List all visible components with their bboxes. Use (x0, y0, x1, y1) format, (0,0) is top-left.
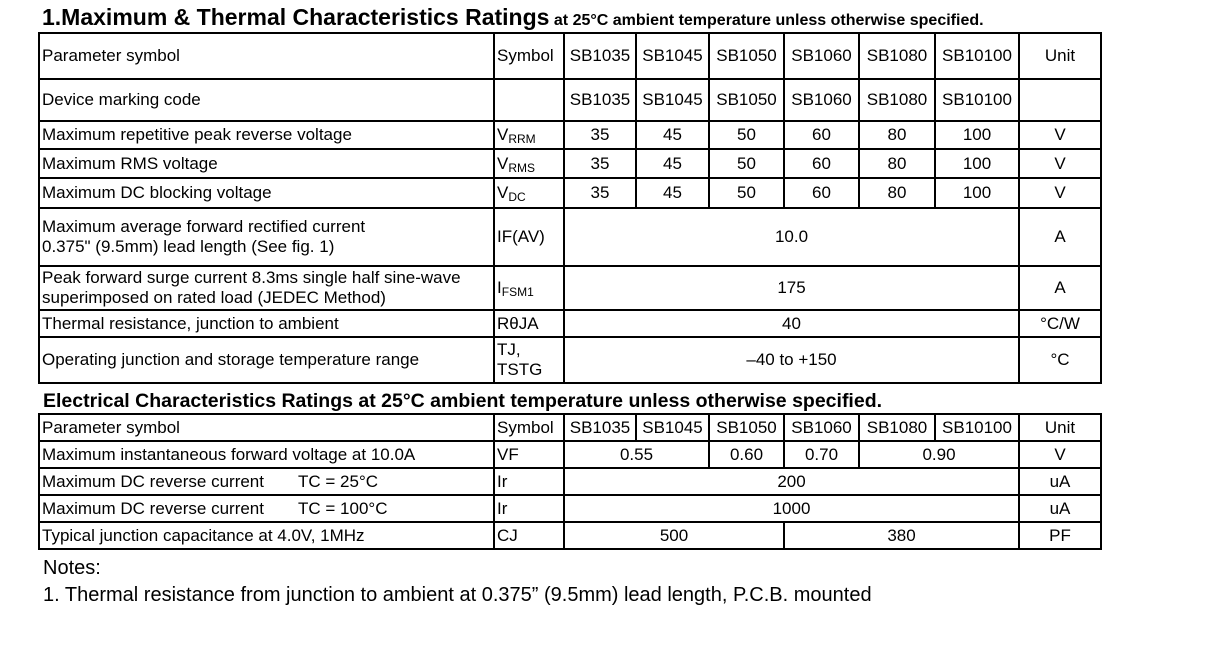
header-cell: SB1045 (636, 33, 709, 79)
value-cell: 45 (636, 178, 709, 208)
param-label: Operating junction and storage temperature range (39, 337, 494, 383)
table-row (39, 522, 1101, 549)
symbol-cell: CJ (494, 522, 564, 549)
marking-code: SB1080 (859, 79, 935, 121)
value-cell: 0.55 (564, 441, 709, 468)
value-cell: 45 (636, 121, 709, 149)
unit-cell: PF (1019, 522, 1101, 549)
table-row (39, 495, 1101, 522)
title-main: 1.Maximum & Thermal Characteristics Ratings (42, 4, 550, 30)
table-row (39, 121, 1101, 149)
value-cell: 0.90 (859, 441, 1019, 468)
marking-code: SB1045 (636, 79, 709, 121)
header-cell: SB10100 (935, 33, 1019, 79)
header-cell: Parameter symbol (39, 414, 494, 441)
param-label: Maximum DC blocking voltage (39, 178, 494, 208)
unit-cell: uA (1019, 495, 1101, 522)
table-row (39, 266, 1101, 310)
param-label: Thermal resistance, junction to ambient (39, 310, 494, 337)
table-row (39, 208, 1101, 266)
symbol-cell: Ir (494, 495, 564, 522)
unit-cell: uA (1019, 468, 1101, 495)
marking-code: SB1035 (564, 79, 636, 121)
value-cell: 50 (709, 178, 784, 208)
unit-cell: A (1019, 266, 1101, 310)
table-row (39, 149, 1101, 178)
value-cell: 100 (935, 149, 1019, 178)
table-row (39, 79, 1101, 121)
symbol-cell: $V_{RMS}$ (494, 149, 564, 178)
header-cell: SB1035 (564, 414, 636, 441)
header-cell: SB1060 (784, 414, 859, 441)
marking-code: SB10100 (935, 79, 1019, 121)
value-cell: 10.0 (564, 208, 1019, 266)
value-cell: 40 (564, 310, 1019, 337)
param-label: Maximum average forward rectified current 0.375" (9.5mm) lead length (See fig. 1) (39, 208, 494, 266)
unit-cell: °C (1019, 337, 1101, 383)
unit-cell: V (1019, 149, 1101, 178)
header-cell: Unit (1019, 414, 1101, 441)
symbol-cell: $V_{DC}$ (494, 178, 564, 208)
table-row (39, 310, 1101, 337)
symbol-cell: RθJA (494, 310, 564, 337)
param-label: Typical junction capacitance at 4.0V, 1MHz (39, 522, 494, 549)
param-label: Maximum DC reverse current TC = 25°C (39, 468, 494, 495)
symbol-cell: IF(AV) (494, 208, 564, 266)
header-cell: Symbol (494, 33, 564, 79)
value-cell: 35 (564, 178, 636, 208)
header-cell: SB1050 (709, 33, 784, 79)
unit-cell: V (1019, 178, 1101, 208)
header-cell: SB1060 (784, 33, 859, 79)
unit-cell: V (1019, 121, 1101, 149)
table-header-row (39, 33, 1101, 79)
param-label: Maximum repetitive peak reverse voltage (39, 121, 494, 149)
header-cell: SB1080 (859, 414, 935, 441)
value-cell: 80 (859, 121, 935, 149)
param-label: Maximum instantaneous forward voltage at 10.0A (39, 441, 494, 468)
unit-cell: V (1019, 441, 1101, 468)
note-item: 1. Thermal resistance from junction to ambient at 0.375” (9.5mm) lead length, P.C.B. mounted (43, 584, 872, 606)
section-title-max-thermal (42, 4, 984, 31)
symbol-cell: $I_{FSM1}$ (494, 266, 564, 310)
max-thermal-ratings-table (38, 32, 1102, 384)
value-cell: –40 to +150 (564, 337, 1019, 383)
header-cell: Unit (1019, 33, 1101, 79)
notes-heading: Notes: (43, 557, 101, 579)
symbol-cell: $V_{RRM}$ (494, 121, 564, 149)
header-cell: SB10100 (935, 414, 1019, 441)
section-title-electrical: Electrical Characteristics Ratings at 25°C ambient temperature unless otherwise specified. (43, 390, 883, 412)
table-row (39, 337, 1101, 383)
value-cell: 200 (564, 468, 1019, 495)
value-cell: 35 (564, 121, 636, 149)
value-cell: 35 (564, 149, 636, 178)
table-row (39, 178, 1101, 208)
symbol-cell: VF (494, 441, 564, 468)
symbol-cell: TJ, TSTG (494, 337, 564, 383)
symbol-cell (494, 79, 564, 121)
electrical-ratings-table (38, 413, 1102, 550)
table-header-row (39, 414, 1101, 441)
value-cell: 380 (784, 522, 1019, 549)
value-cell: 1000 (564, 495, 1019, 522)
value-cell: 0.60 (709, 441, 784, 468)
header-cell: SB1045 (636, 414, 709, 441)
param-label: Maximum RMS voltage (39, 149, 494, 178)
value-cell: 100 (935, 121, 1019, 149)
unit-cell (1019, 79, 1101, 121)
unit-cell: A (1019, 208, 1101, 266)
value-cell: 500 (564, 522, 784, 549)
marking-code: SB1060 (784, 79, 859, 121)
header-cell: SB1080 (859, 33, 935, 79)
value-cell: 175 (564, 266, 1019, 310)
param-label: Peak forward surge current 8.3ms single half sine-wave superimposed on rated load (JEDEC Method) (39, 266, 494, 310)
header-cell: Symbol (494, 414, 564, 441)
unit-cell: °C/W (1019, 310, 1101, 337)
header-cell: SB1050 (709, 414, 784, 441)
value-cell: 0.70 (784, 441, 859, 468)
table-row (39, 468, 1101, 495)
marking-code: SB1050 (709, 79, 784, 121)
value-cell: 45 (636, 149, 709, 178)
value-cell: 60 (784, 121, 859, 149)
value-cell: 50 (709, 121, 784, 149)
table-row (39, 441, 1101, 468)
value-cell: 80 (859, 149, 935, 178)
param-label: Device marking code (39, 79, 494, 121)
value-cell: 80 (859, 178, 935, 208)
value-cell: 60 (784, 178, 859, 208)
symbol-cell: Ir (494, 468, 564, 495)
title-suffix: at 25°C ambient temperature unless otherwise specified. (553, 12, 984, 29)
header-cell: SB1035 (564, 33, 636, 79)
header-cell: Parameter symbol (39, 33, 494, 79)
value-cell: 60 (784, 149, 859, 178)
value-cell: 50 (709, 149, 784, 178)
param-label: Maximum DC reverse current TC = 100°C (39, 495, 494, 522)
value-cell: 100 (935, 178, 1019, 208)
